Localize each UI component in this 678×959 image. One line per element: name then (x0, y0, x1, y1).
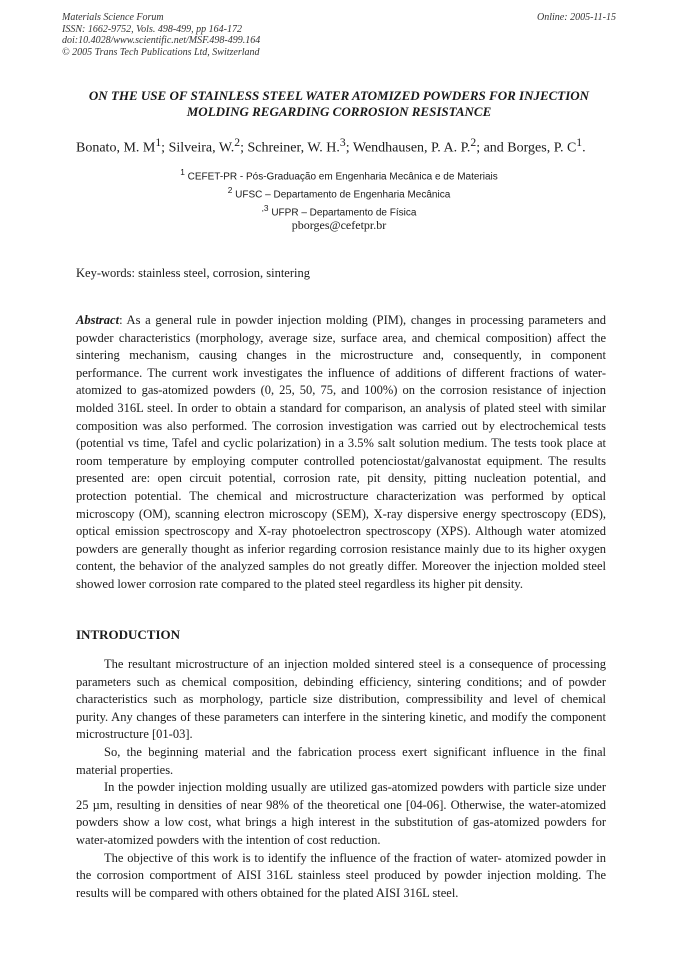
affiliation-marker: 1 (180, 167, 185, 177)
author-name: Borges, P. C (507, 140, 577, 156)
affiliation-line (62, 202, 616, 220)
contact-email[interactable]: pborges@cefetpr.br (291, 218, 387, 233)
doi-line: doi:10.4028/www.scientific.net/MSF.498-499.164 (62, 35, 261, 46)
affiliation-line (62, 184, 616, 202)
section-heading-introduction: INTRODUCTION (76, 627, 181, 642)
affiliation-marker: 2 (227, 184, 233, 195)
author-affil-marker: 3 (339, 136, 346, 149)
author-name: Wendhausen, P. A. P. (352, 140, 471, 156)
affiliation-text: UFSC – Departamento de Engenharia Mecânica (235, 189, 451, 201)
author-affil-marker: 2 (470, 136, 477, 149)
author-affil-marker: 1 (576, 136, 583, 149)
author-name: Silveira, W. (168, 140, 235, 156)
abstract (76, 312, 606, 594)
affiliation-text: UFPR – Departamento de Física (271, 206, 417, 218)
author-separator: ; (240, 140, 248, 156)
abstract-label: Abstract (76, 313, 120, 327)
paper-title: ON THE USE OF STAINLESS STEEL WATER ATOMIZED POWDERS FOR INJECTION MOLDING REGARDING CORROSION RESISTANCE (88, 88, 590, 119)
keywords: Key-words: stainless steel, corrosion, sintering (76, 266, 310, 280)
author-separator: ; and (476, 140, 508, 156)
copyright-line: © 2005 Trans Tech Publications Ltd, Switzerland (62, 46, 260, 58)
author-name: Schreiner, W. H. (247, 140, 340, 156)
affiliations (62, 166, 616, 233)
affiliation-line (62, 166, 616, 184)
affiliation-marker: ,3 (261, 202, 269, 213)
author-affil-marker: 1 (155, 136, 162, 149)
issn-line: ISSN: 1662-9752, Vols. 498-499, pp 164-172 (62, 23, 242, 35)
author-separator: . (582, 140, 586, 156)
journal-name: Materials Science Forum (62, 12, 164, 23)
online-date: Online: 2005-11-15 (537, 12, 616, 23)
paragraph: In the powder injection molding usually are utilized gas-atomized powders with particle size under 25 µm, resulting in densities of near 98% of the theoretical one [04-06]. Otherwise, the water-atomized powders show a low cost, what brings a high interest in the substitution of gas-atomized powders for water-atomized powders with the intention of cost reduction. (76, 780, 606, 847)
affiliation-text: CEFET-PR - Pós-Graduação em Engenharia Mecânica e de Materiais (187, 171, 498, 183)
author-separator: ; (161, 140, 169, 156)
author-separator: ; (345, 140, 353, 156)
author-name: Bonato, M. M (76, 140, 156, 156)
paragraph: So, the beginning material and the fabrication process exert significant influence in the final material properties. (76, 744, 606, 777)
author-list (76, 136, 616, 157)
author-affil-marker: 2 (234, 136, 241, 149)
introduction-body (76, 656, 606, 902)
paragraph: The objective of this work is to identify the influence of the fraction of water- atomized powder in the corrosion comportment of AISI 316L stainless steel produced by powder injection molding. The results will be compared with others obtained for the plated AISI 316L steel. (76, 850, 606, 900)
paragraph: The resultant microstructure of an injection molded sintered steel is a consequence of processing parameters such as chemical composition, debinding efficiency, sintering conditions; and of powder characteristics such as morphology, particle size distribution, compressibility and level of chemical purity. Any changes of these parameters can interfere in the sintering kinetic, and modify the component microstructure [01-03]. (76, 657, 606, 742)
journal-header (62, 12, 616, 58)
abstract-text: : As a general rule in powder injection molding (PIM), changes in processing parameters and powder characteristics (morphology, average size, surface area, and chemical composition) affect the sintering mechanism, causing changes in the microstructure and, consequently, in component performance. The current work investigates the influence of additions of different fractions of water-atomized to gas-atomized powders (0, 25, 50, 75, and 100%) on the corrosion resistance of injection molded 316L steel. In order to obtain a standard for comparison, an analysis of plated steel with similar composition was also performed. The corrosion investigation was carried out by electrochemical tests (potential vs time, Tafel and cyclic polarization) in a 3.5% salt solution medium. The tests took place at room temperature by employing computer controlled potenciostat/galvanostat equipment. The results presented are: open circuit potential, corrosion rate, pit density, pitting nucleation potential, and protection potential. The chemical and microstructure characterization was performed by optical microscopy (OM), scanning electron microscopy (SEM), X-ray dispersive energy spectroscopy (EDS), optical emission spectroscopy and X-ray photoelectron spectroscopy (XPS). Although water atomized powders are generally thought as inferior regarding corrosion resistance mainly due to its higher oxygen content, the behavior of the analyzed samples do not greatly differ. Moreover the injection molded steel showed lower corrosion rate compared to the plated steel regardless its higher pit density. (76, 313, 606, 591)
